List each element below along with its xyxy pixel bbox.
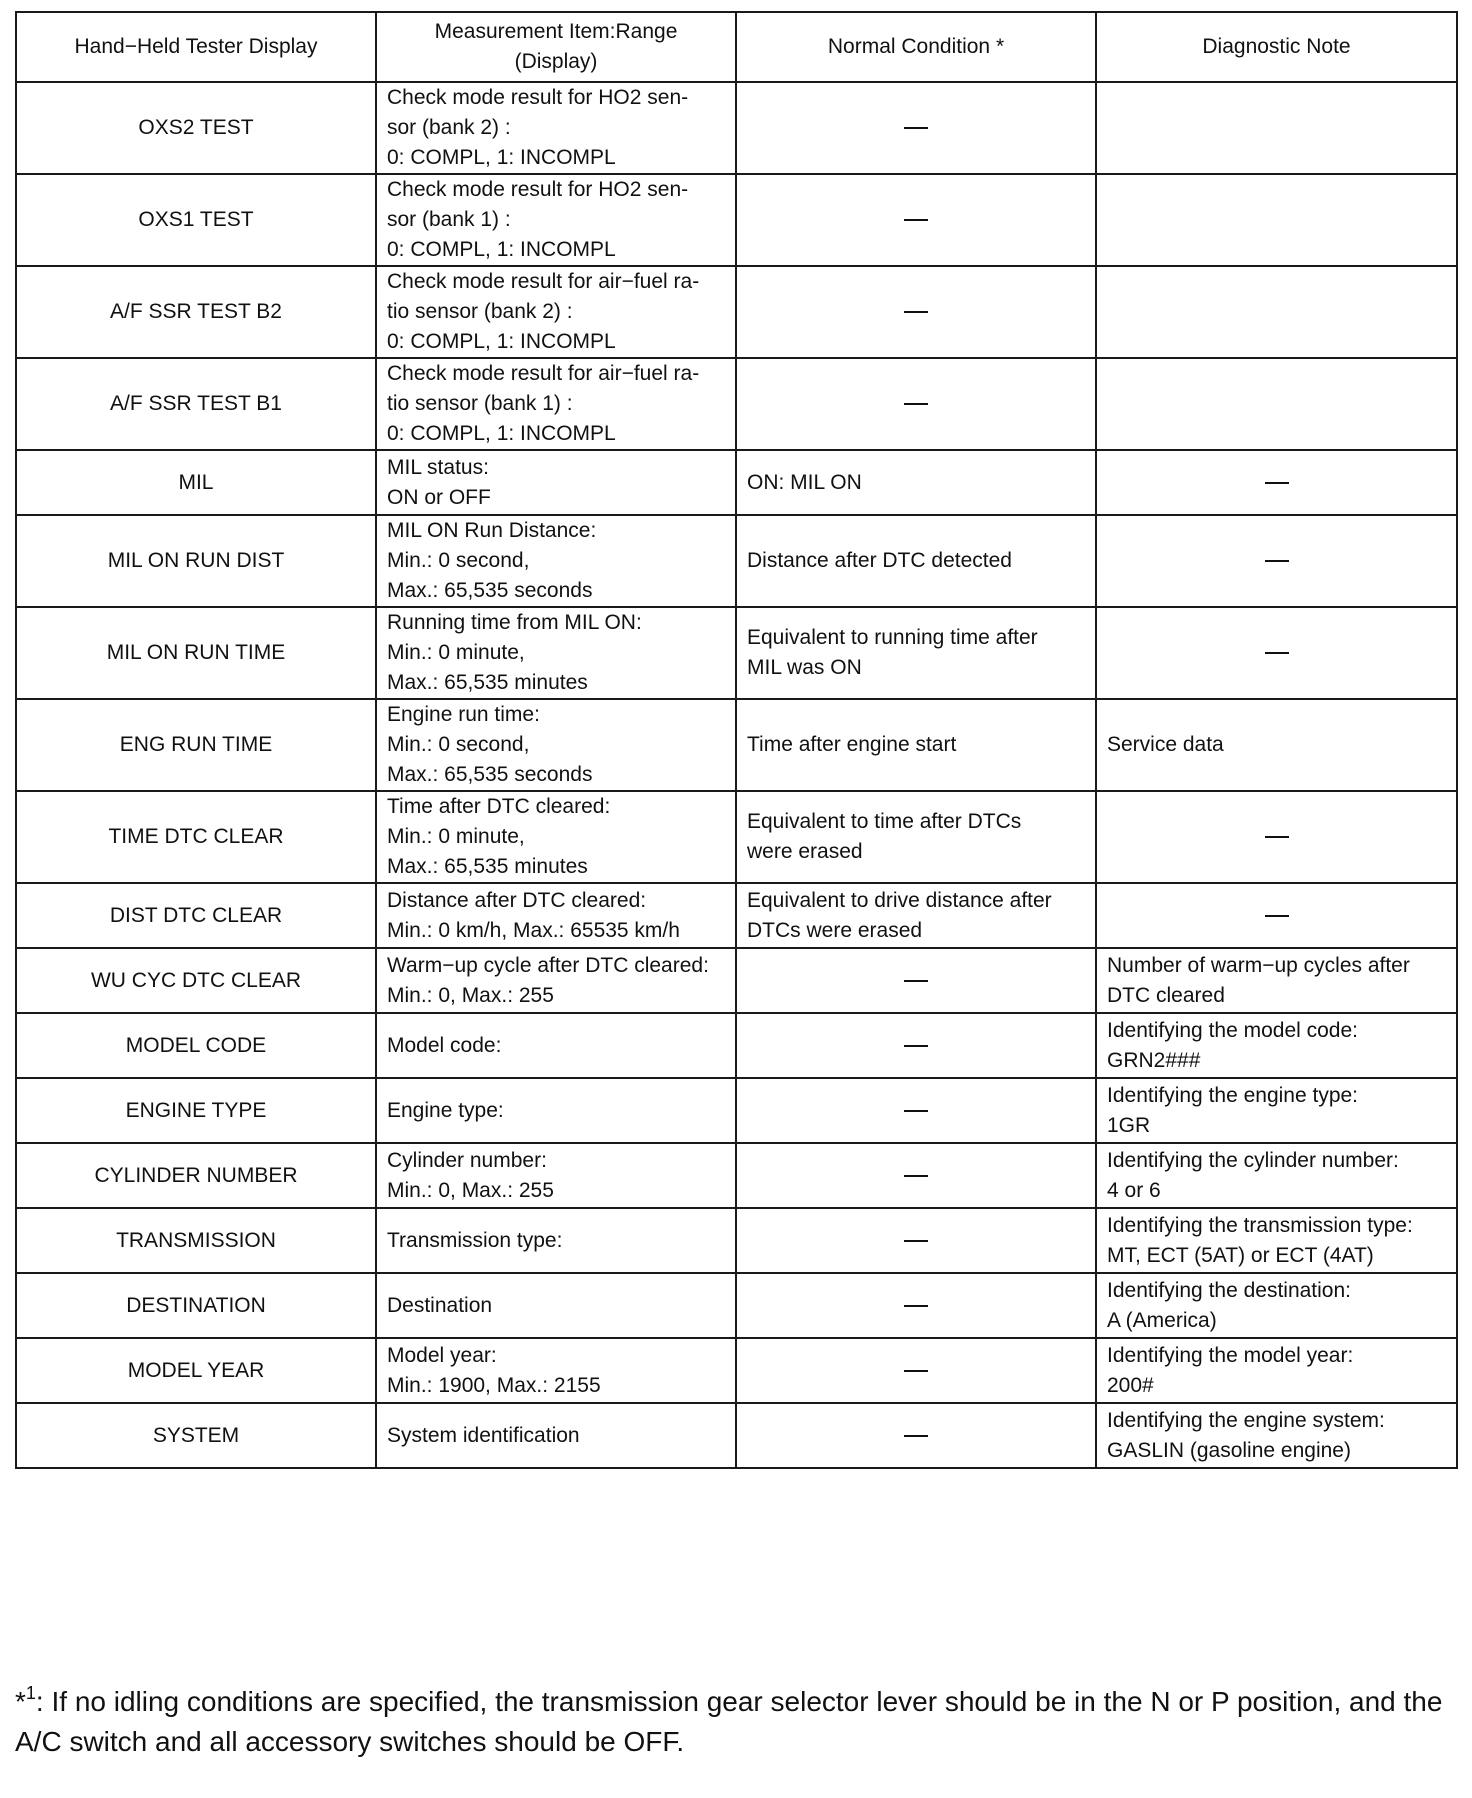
dash-mark (1265, 482, 1289, 484)
cell-line: A/F SSR TEST B2 (110, 300, 282, 323)
cell-line: Time after DTC cleared: (387, 795, 611, 818)
cell-line: MIL ON RUN DIST (107, 549, 285, 572)
cell-normal-condition (736, 358, 1096, 450)
cell-line: WU CYC DTC CLEAR (90, 968, 301, 992)
cell-diagnostic-note (1096, 883, 1457, 948)
cell-line: A/F SSR TEST B1 (110, 392, 282, 415)
cell-diagnostic-note (1096, 174, 1457, 266)
cell-line: MIL (178, 470, 214, 494)
cell-diagnostic-note (1096, 791, 1457, 883)
header-line: Measurement Item:Range (434, 20, 678, 43)
footnote (15, 1682, 1460, 1762)
cell-line: ON: MIL ON (747, 470, 862, 494)
cell-line: GRN2### (1107, 1048, 1201, 1072)
table-row (16, 1403, 1457, 1468)
cell-line: 1GR (1107, 1113, 1151, 1137)
cell-line: Distance after DTC cleared: (387, 888, 647, 912)
cell-line: MIL was ON (747, 656, 862, 679)
cell-measurement-range (376, 699, 736, 791)
table-row (16, 1143, 1457, 1208)
cell-line: 0: COMPL, 1: INCOMPL (387, 422, 616, 445)
cell-line: were erased (747, 840, 863, 863)
cell-line: TRANSMISSION (116, 1228, 276, 1252)
header-tester-display (16, 12, 376, 82)
cell-line: A (America) (1107, 1308, 1217, 1332)
cell-measurement-range (376, 266, 736, 358)
cell-line: OXS1 TEST (138, 208, 254, 231)
cell-measurement-range (376, 948, 736, 1013)
cell-tester-display (16, 266, 376, 358)
cell-normal-condition (736, 1143, 1096, 1208)
cell-normal-condition (736, 450, 1096, 515)
cell-measurement-range (376, 1273, 736, 1338)
table-row (16, 1338, 1457, 1403)
cell-line: MODEL CODE (125, 1033, 267, 1057)
cell-diagnostic-note (1096, 1143, 1457, 1208)
cell-tester-display (16, 174, 376, 266)
cell-line: Min.: 0 second, (387, 733, 530, 756)
dash-mark (904, 980, 928, 982)
cell-normal-condition (736, 699, 1096, 791)
cell-tester-display (16, 1208, 376, 1273)
table-row (16, 515, 1457, 607)
cell-line: Min.: 0 km/h, Max.: 65535 km/h (387, 918, 680, 942)
cell-normal-condition (736, 883, 1096, 948)
cell-measurement-range (376, 1403, 736, 1468)
cell-line: sor (bank 2) : (387, 116, 511, 139)
cell-line: DIST DTC CLEAR (109, 903, 283, 927)
table-row (16, 1208, 1457, 1273)
cell-line: 0: COMPL, 1: INCOMPL (387, 146, 616, 169)
dash-mark (904, 1370, 928, 1372)
table-row (16, 174, 1457, 266)
footnote-marker: * (15, 1686, 26, 1717)
cell-line: 0: COMPL, 1: INCOMPL (387, 330, 616, 353)
cell-line: 4 or 6 (1107, 1178, 1161, 1202)
cell-normal-condition (736, 266, 1096, 358)
dash-mark (904, 127, 928, 129)
cell-diagnostic-note (1096, 266, 1457, 358)
cell-line: Min.: 0 minute, (387, 641, 525, 664)
cell-line: Warm−up cycle after DTC cleared: (387, 953, 709, 977)
cell-normal-condition (736, 515, 1096, 607)
header-measurement-range (376, 12, 736, 82)
cell-normal-condition (736, 1273, 1096, 1338)
dash-mark (1265, 652, 1289, 654)
cell-line: Model year: (387, 1343, 497, 1367)
dash-mark (904, 1240, 928, 1242)
cell-tester-display (16, 1338, 376, 1403)
cell-normal-condition (736, 1338, 1096, 1403)
cell-line: DTC cleared (1107, 983, 1225, 1007)
cell-tester-display (16, 607, 376, 699)
cell-diagnostic-note (1096, 699, 1457, 791)
cell-normal-condition (736, 174, 1096, 266)
cell-tester-display (16, 1273, 376, 1338)
cell-line: Time after engine start (747, 733, 957, 756)
cell-line: Equivalent to drive distance after (747, 888, 1052, 912)
cell-line: ENGINE TYPE (125, 1098, 267, 1122)
cell-line: Equivalent to time after DTCs (747, 810, 1022, 833)
cell-tester-display (16, 1013, 376, 1078)
cell-line: Destination (387, 1293, 493, 1317)
table-row (16, 358, 1457, 450)
footnote-superscript: 1 (25, 1683, 36, 1703)
table-row (16, 948, 1457, 1013)
cell-diagnostic-note (1096, 1208, 1457, 1273)
dash-mark (904, 403, 928, 405)
cell-tester-display (16, 358, 376, 450)
cell-line: Max.: 65,535 minutes (387, 671, 588, 694)
table-row (16, 1013, 1457, 1078)
dash-mark (904, 1175, 928, 1177)
cell-line: MIL status: (387, 455, 489, 479)
cell-line: Engine run time: (387, 703, 540, 726)
cell-tester-display (16, 699, 376, 791)
cell-measurement-range (376, 1143, 736, 1208)
table-row (16, 82, 1457, 174)
cell-line: Check mode result for HO2 sen- (387, 178, 689, 201)
cell-line: Check mode result for air−fuel ra- (387, 362, 700, 385)
dash-mark (904, 1435, 928, 1437)
dash-mark (904, 1110, 928, 1112)
cell-normal-condition (736, 1013, 1096, 1078)
cell-line: CYLINDER NUMBER (94, 1163, 298, 1187)
header-line: Normal Condition * (827, 35, 1005, 58)
cell-measurement-range (376, 1013, 736, 1078)
cell-measurement-range (376, 883, 736, 948)
cell-tester-display (16, 450, 376, 515)
cell-measurement-range (376, 1208, 736, 1273)
cell-line: MT, ECT (5AT) or ECT (4AT) (1107, 1243, 1374, 1267)
header-diagnostic-note (1096, 12, 1457, 82)
cell-line: Max.: 65,535 seconds (387, 579, 593, 602)
cell-tester-display (16, 791, 376, 883)
cell-diagnostic-note (1096, 948, 1457, 1013)
cell-line: Identifying the engine type: (1107, 1083, 1359, 1107)
cell-measurement-range (376, 791, 736, 883)
dash-mark (904, 311, 928, 313)
cell-measurement-range (376, 450, 736, 515)
table-row (16, 1273, 1457, 1338)
cell-diagnostic-note (1096, 1403, 1457, 1468)
header-line: Hand−Held Tester Display (74, 35, 318, 58)
cell-line: Service data (1107, 733, 1224, 756)
cell-line: ON or OFF (387, 485, 491, 509)
cell-line: Running time from MIL ON: (387, 611, 642, 634)
cell-line: Min.: 0 minute, (387, 825, 525, 848)
cell-tester-display (16, 1143, 376, 1208)
cell-line: Min.: 1900, Max.: 2155 (387, 1373, 601, 1397)
cell-normal-condition (736, 948, 1096, 1013)
cell-line: Identifying the transmission type: (1107, 1213, 1413, 1237)
cell-measurement-range (376, 174, 736, 266)
dash-mark (1265, 915, 1289, 917)
cell-diagnostic-note (1096, 1273, 1457, 1338)
table-row (16, 791, 1457, 883)
cell-normal-condition (736, 607, 1096, 699)
cell-normal-condition (736, 1208, 1096, 1273)
cell-diagnostic-note (1096, 1078, 1457, 1143)
table-row (16, 1078, 1457, 1143)
cell-line: SYSTEM (152, 1423, 240, 1447)
cell-tester-display (16, 883, 376, 948)
header-line: Diagnostic Note (1202, 35, 1351, 58)
cell-line: Check mode result for air−fuel ra- (387, 270, 700, 293)
dash-mark (904, 1305, 928, 1307)
cell-line: TIME DTC CLEAR (108, 825, 284, 848)
cell-line: Model code: (387, 1033, 502, 1057)
cell-line: Min.: 0 second, (387, 549, 530, 572)
cell-line: DTCs were erased (747, 918, 923, 942)
cell-line: tio sensor (bank 1) : (387, 392, 573, 415)
table-row (16, 607, 1457, 699)
table-body (16, 82, 1457, 1468)
cell-line: Identifying the model code: (1107, 1018, 1358, 1042)
cell-line: 200# (1107, 1373, 1154, 1397)
table-row (16, 883, 1457, 948)
header-normal-condition (736, 12, 1096, 82)
table-header (16, 12, 1457, 82)
cell-tester-display (16, 948, 376, 1013)
cell-line: Identifying the destination: (1107, 1278, 1352, 1302)
dash-mark (904, 1045, 928, 1047)
cell-line: sor (bank 1) : (387, 208, 511, 231)
data-list-table (15, 11, 1458, 1469)
cell-line: Engine type: (387, 1098, 504, 1122)
dash-mark (904, 219, 928, 221)
table-row (16, 450, 1457, 515)
cell-line: OXS2 TEST (138, 116, 254, 139)
cell-line: tio sensor (bank 2) : (387, 300, 573, 323)
cell-line: Transmission type: (387, 1228, 563, 1252)
cell-line: Identifying the cylinder number: (1107, 1148, 1399, 1172)
cell-diagnostic-note (1096, 515, 1457, 607)
cell-line: 0: COMPL, 1: INCOMPL (387, 238, 616, 261)
cell-line: Min.: 0, Max.: 255 (387, 1178, 554, 1202)
cell-line: ENG RUN TIME (119, 733, 273, 756)
cell-line: DESTINATION (126, 1293, 266, 1317)
cell-normal-condition (736, 82, 1096, 174)
cell-line: MODEL YEAR (127, 1358, 265, 1382)
cell-line: Equivalent to running time after (747, 626, 1038, 649)
cell-line: Max.: 65,535 seconds (387, 763, 593, 786)
cell-diagnostic-note (1096, 607, 1457, 699)
cell-diagnostic-note (1096, 82, 1457, 174)
cell-measurement-range (376, 358, 736, 450)
cell-line: GASLIN (gasoline engine) (1107, 1438, 1351, 1462)
cell-normal-condition (736, 1403, 1096, 1468)
cell-tester-display (16, 1403, 376, 1468)
cell-line: Cylinder number: (387, 1148, 547, 1172)
cell-measurement-range (376, 1338, 736, 1403)
cell-diagnostic-note (1096, 358, 1457, 450)
cell-diagnostic-note (1096, 1338, 1457, 1403)
cell-measurement-range (376, 82, 736, 174)
table-row (16, 266, 1457, 358)
cell-diagnostic-note (1096, 450, 1457, 515)
cell-line: MIL ON RUN TIME (106, 641, 286, 664)
cell-line: Max.: 65,535 minutes (387, 855, 588, 878)
footnote-text: : If no idling conditions are specified, the transmission gear selector lever should be in the N or P position, and the A/C switch and all accessory switches should be OFF. (15, 1686, 1443, 1757)
cell-tester-display (16, 515, 376, 607)
cell-line: MIL ON Run Distance: (387, 519, 597, 542)
cell-line: Min.: 0, Max.: 255 (387, 983, 554, 1007)
cell-measurement-range (376, 515, 736, 607)
cell-line: Identifying the engine system: (1107, 1408, 1385, 1432)
dash-mark (1265, 560, 1289, 562)
header-row (16, 12, 1457, 82)
cell-line: Distance after DTC detected (747, 549, 1012, 572)
cell-line: Check mode result for HO2 sen- (387, 86, 689, 109)
cell-line: Number of warm−up cycles after (1107, 953, 1410, 977)
cell-tester-display (16, 1078, 376, 1143)
dash-mark (1265, 836, 1289, 838)
cell-tester-display (16, 82, 376, 174)
cell-line: System identification (387, 1423, 580, 1447)
cell-diagnostic-note (1096, 1013, 1457, 1078)
cell-measurement-range (376, 607, 736, 699)
cell-normal-condition (736, 1078, 1096, 1143)
cell-measurement-range (376, 1078, 736, 1143)
cell-line: Identifying the model year: (1107, 1343, 1354, 1367)
table-row (16, 699, 1457, 791)
cell-normal-condition (736, 791, 1096, 883)
header-line: (Display) (514, 50, 598, 73)
